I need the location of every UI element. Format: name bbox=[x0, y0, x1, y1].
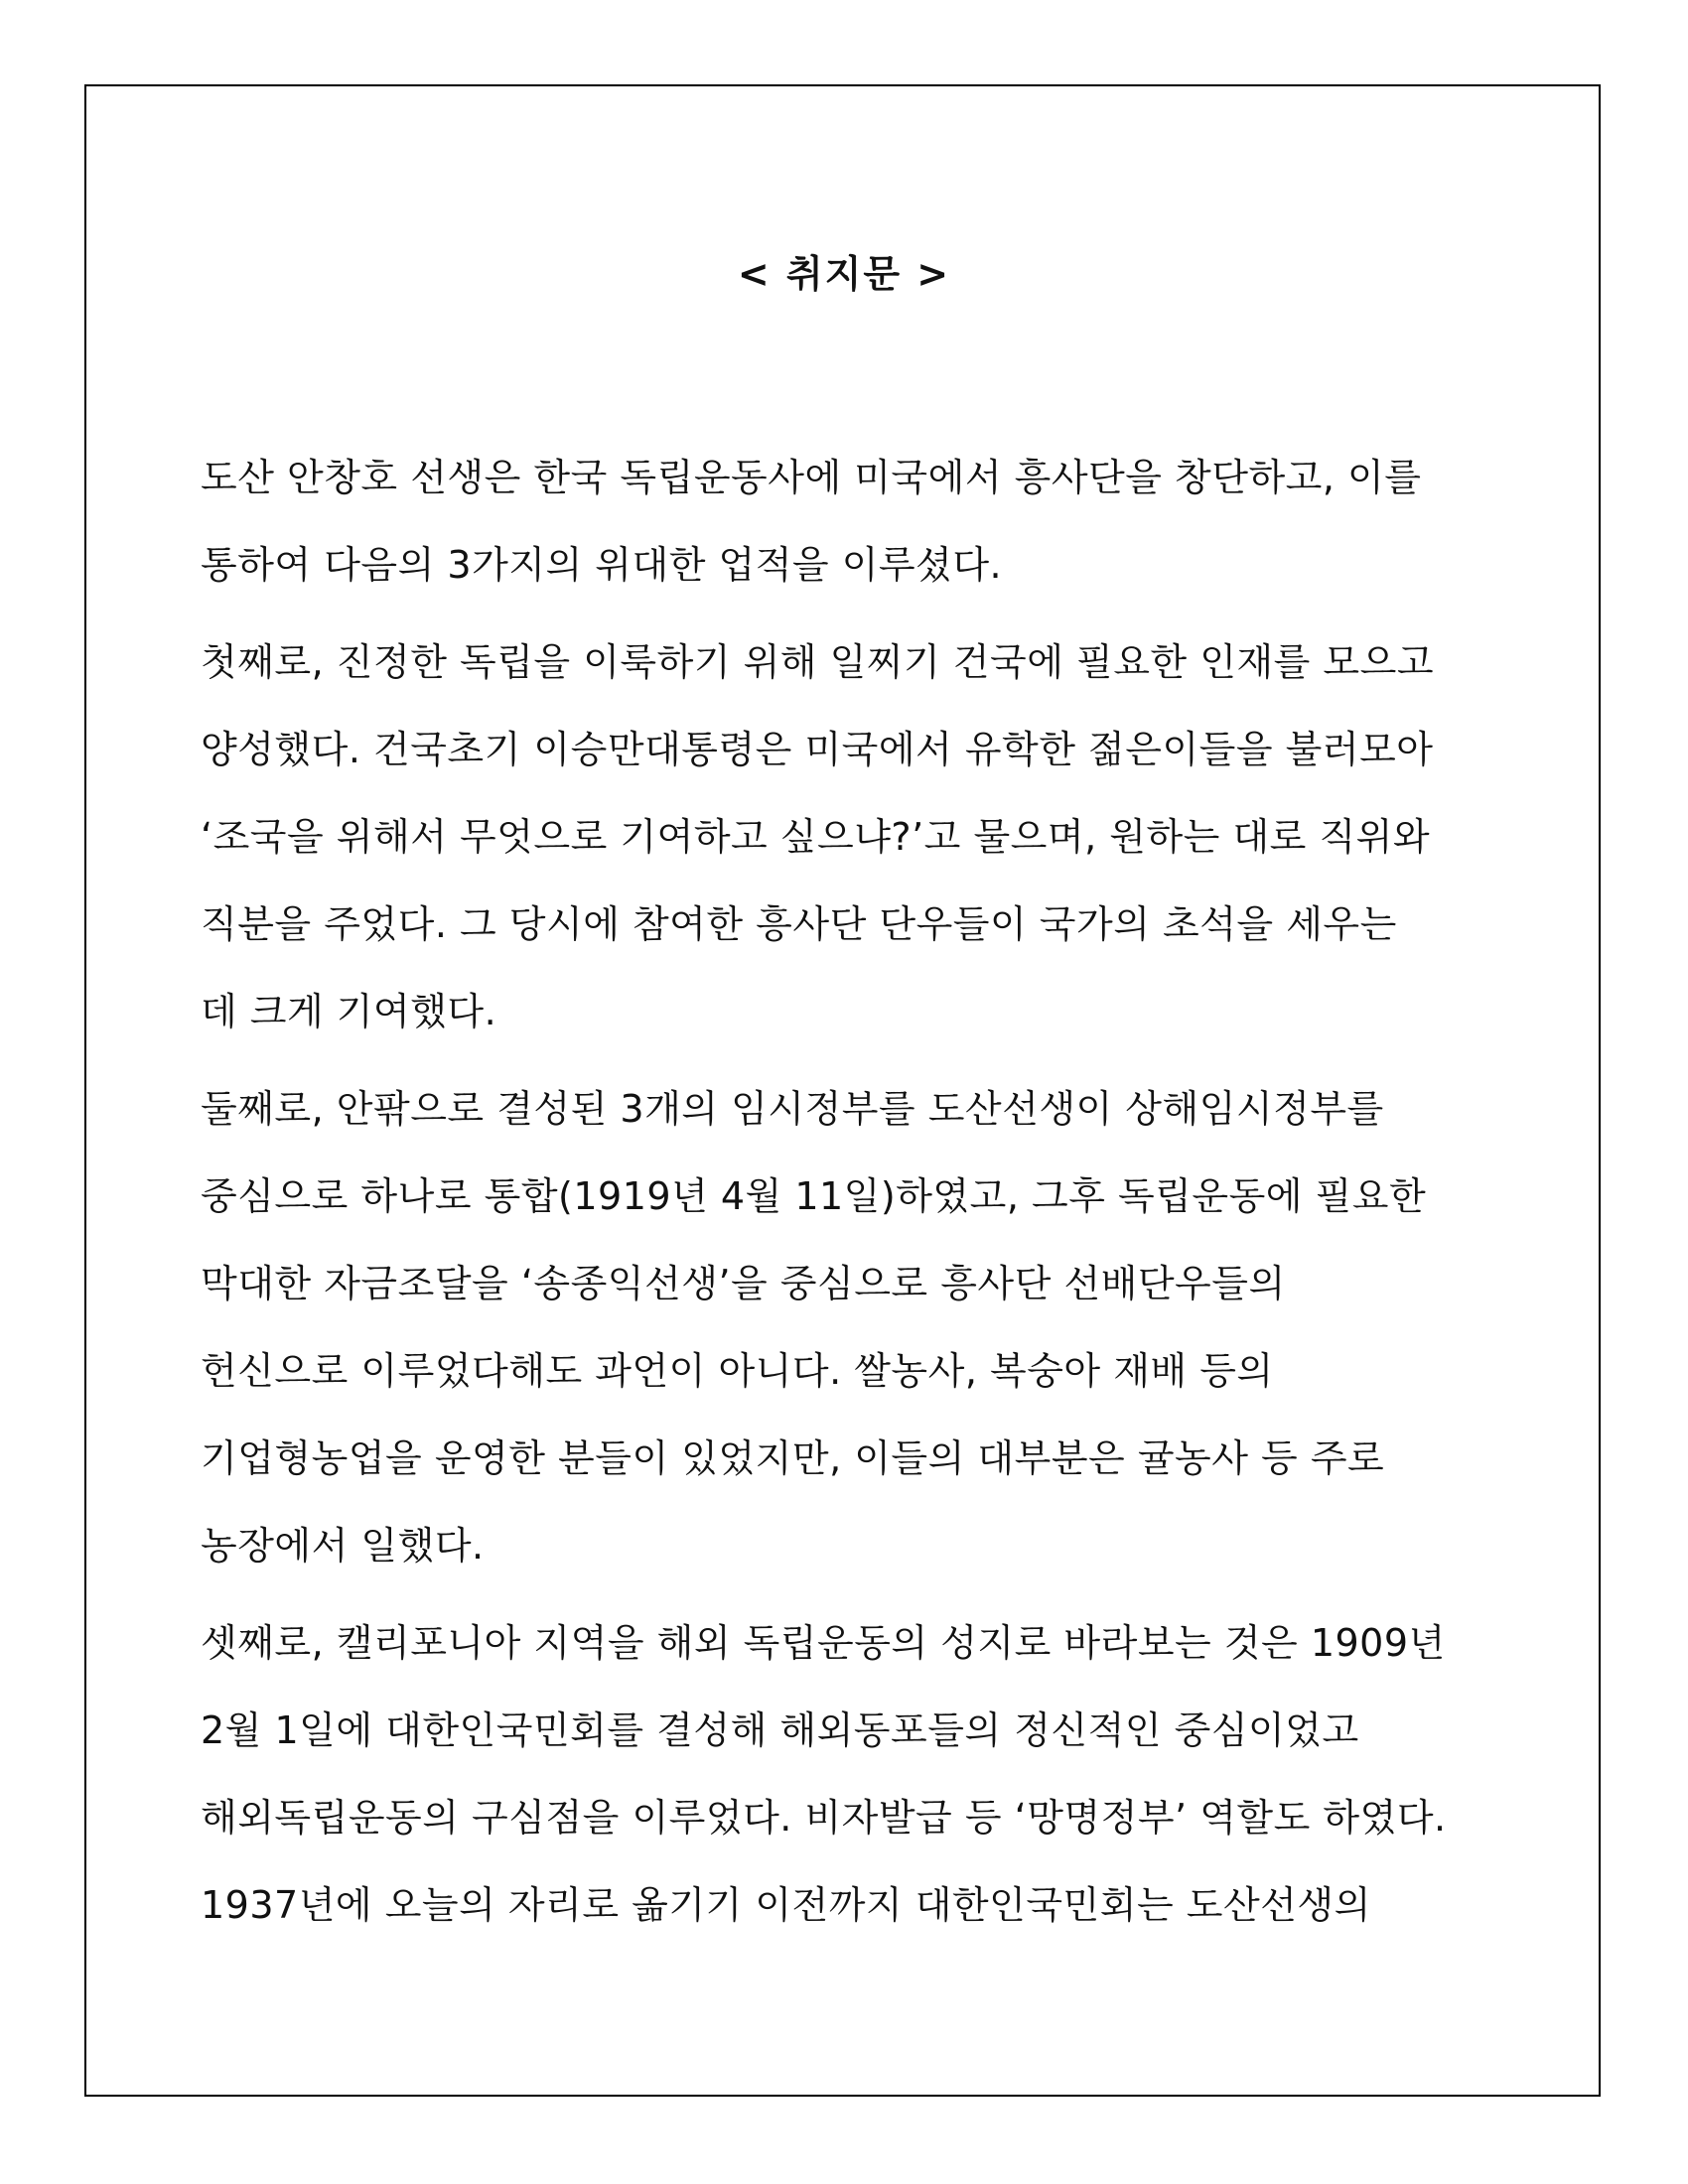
paragraph-spacer bbox=[201, 1589, 1511, 1599]
paragraph-4-line-4: 1937년에 오늘의 자리로 옮기기 이전까지 대한인국민회는 도산선생의 bbox=[201, 1883, 1371, 1927]
paragraph-3-line-2: 중심으로 하나로 통합(1919년 4월 11일)하였고, 그후 독립운동에 필요한 bbox=[201, 1174, 1427, 1218]
paragraph-2-line-1: 첫째로, 진정한 독립을 이룩하기 위해 일찌기 건국에 필요한 인재를 모으고 bbox=[201, 640, 1435, 684]
paragraph-4-line-2: 2월 1일에 대한인국민회를 결성해 해외동포들의 정신적인 중심이었고 bbox=[201, 1708, 1359, 1752]
paragraph-2-line-3: ‘조국을 위해서 무엇으로 기여하고 싶으냐?’고 물으며, 원하는 대로 직위와 bbox=[201, 815, 1431, 859]
paragraph-spacer bbox=[201, 609, 1511, 618]
paragraph-4-line-1: 셋째로, 캘리포니아 지역을 해외 독립운동의 성지로 바라보는 것은 1909년 bbox=[201, 1621, 1446, 1665]
paragraph-3-line-4: 헌신으로 이루었다해도 과언이 아니다. 쌀농사, 복숭아 재배 등의 bbox=[201, 1349, 1274, 1393]
paragraph-2-line-4: 직분을 주었다. 그 당시에 참여한 흥사단 단우들이 국가의 초석을 세우는 bbox=[201, 902, 1397, 946]
paragraph-3-line-5: 기업형농업을 운영한 분들이 있었지만, 이들의 대부분은 귤농사 등 주로 bbox=[201, 1436, 1385, 1480]
paragraph-3-line-6: 농장에서 일했다. bbox=[201, 1524, 485, 1568]
paragraph-2-line-5: 데 크게 기여했다. bbox=[201, 990, 497, 1033]
paragraph-2-line-2: 양성했다. 건국초기 이승만대통령은 미국에서 유학한 젊은이들을 불러모아 bbox=[201, 728, 1434, 771]
document-body bbox=[201, 434, 1511, 1949]
paragraph-1-line-2: 통하여 다음의 3가지의 위대한 업적을 이루셨다. bbox=[201, 543, 1003, 587]
paragraph-3-line-3: 막대한 자금조달을 ‘송종익선생’을 중심으로 흥사단 선배단우들의 bbox=[201, 1262, 1286, 1305]
paragraph-4-line-3: 해외독립운동의 구심점을 이루었다. 비자발급 등 ‘망명정부’ 역할도 하였다. bbox=[201, 1796, 1447, 1840]
document-title: < 취지문 > bbox=[737, 252, 951, 296]
paragraph-3-line-1: 둘째로, 안팎으로 결성된 3개의 임시정부를 도산선생이 상해임시정부를 bbox=[201, 1087, 1384, 1131]
paragraph-1-line-1: 도산 안창호 선생은 한국 독립운동사에 미국에서 흥사단을 창단하고, 이를 bbox=[201, 456, 1422, 499]
paragraph-spacer bbox=[201, 1055, 1511, 1065]
